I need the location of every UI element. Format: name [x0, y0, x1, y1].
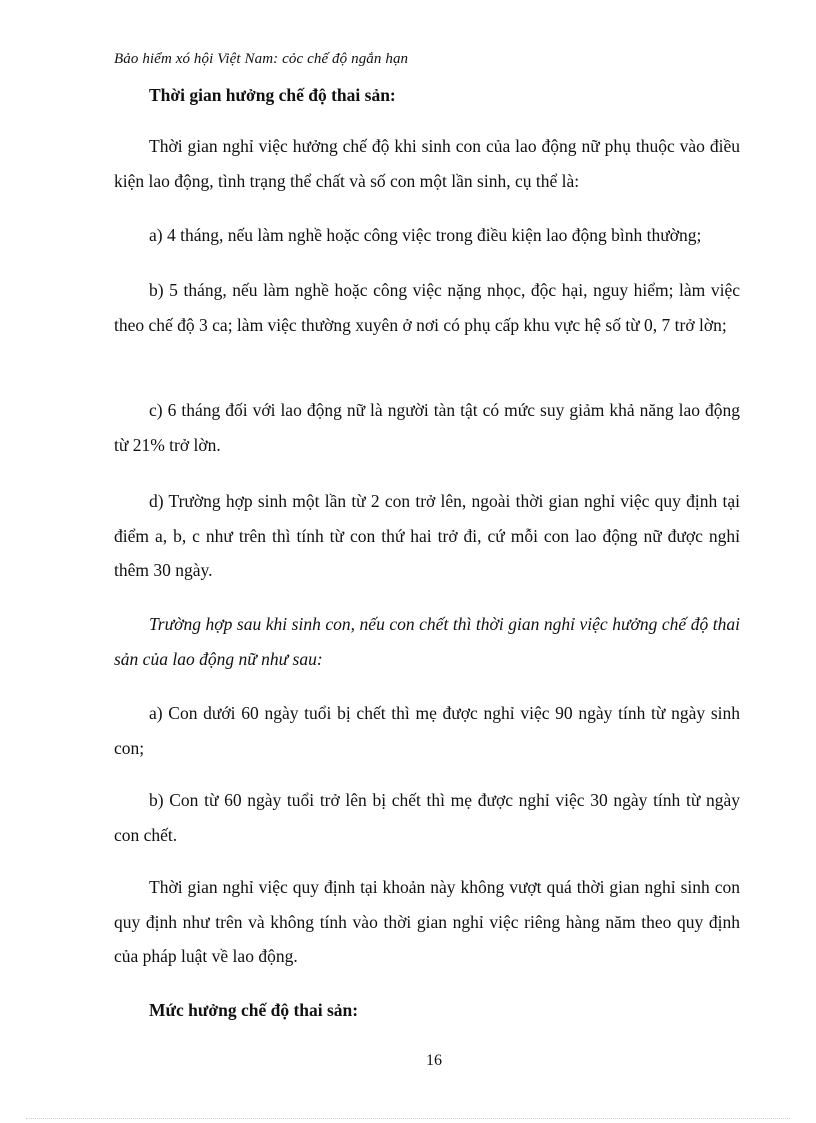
- paragraph-item-a: a) 4 tháng, nếu làm nghề hoặc công việc trong điều kiện lao động bình thường;: [149, 225, 702, 245]
- paragraph-intro: Thời gian nghỉ việc hưởng chế độ khi sinh con của lao động nữ phụ thuộc vào điều kiện lao động, tình trạng thể chất và số con một lần sinh, cụ thể là:: [114, 136, 740, 191]
- page-number: 16: [426, 1052, 442, 1069]
- paragraph-child-death-a: a) Con dưới 60 ngày tuổi bị chết thì mẹ được nghỉ việc 90 ngày tính từ ngày sinh con;: [114, 703, 740, 758]
- paragraph-child-death-intro: Trường hợp sau khi sinh con, nếu con chết thì thời gian nghỉ việc hưởng chế độ thai sản của lao động nữ như sau:: [114, 614, 740, 669]
- paragraph-item-c: c) 6 tháng đối với lao động nữ là người tàn tật có mức suy giảm khả năng lao động từ 21% trở lờn.: [114, 400, 740, 455]
- paragraph-leave-limit: Thời gian nghỉ việc quy định tại khoản này không vượt quá thời gian nghỉ sinh con quy định như trên và không tính vào thời gian nghỉ việc riêng hàng năm theo quy định của pháp luật về lao động.: [114, 877, 740, 966]
- footer-divider: [26, 1118, 790, 1119]
- paragraph-child-death-b: b) Con từ 60 ngày tuổi trở lên bị chết thì mẹ được nghỉ việc 30 ngày tính từ ngày con chết.: [114, 790, 740, 845]
- running-header: Bảo hiểm xó hội Việt Nam: cỏc chế độ ngắn hạn: [114, 51, 409, 67]
- section-title: Thời gian hưởng chế độ thai sản:: [149, 85, 396, 105]
- paragraph-item-d: d) Trường hợp sinh một lần từ 2 con trở lên, ngoài thời gian nghỉ việc quy định tại điểm a, b, c như trên thì tính từ con thứ hai trở đi, cứ mỗi con lao động nữ được nghỉ thêm 30 ngày.: [114, 491, 740, 580]
- paragraph-item-b: b) 5 tháng, nếu làm nghề hoặc công việc nặng nhọc, độc hại, nguy hiểm; làm việc theo chế độ 3 ca; làm việc thường xuyên ở nơi có phụ cấp khu vực hệ số từ 0, 7 trở lờn;: [114, 280, 740, 335]
- next-section-title: Mức hưởng chế độ thai sản:: [149, 1000, 359, 1020]
